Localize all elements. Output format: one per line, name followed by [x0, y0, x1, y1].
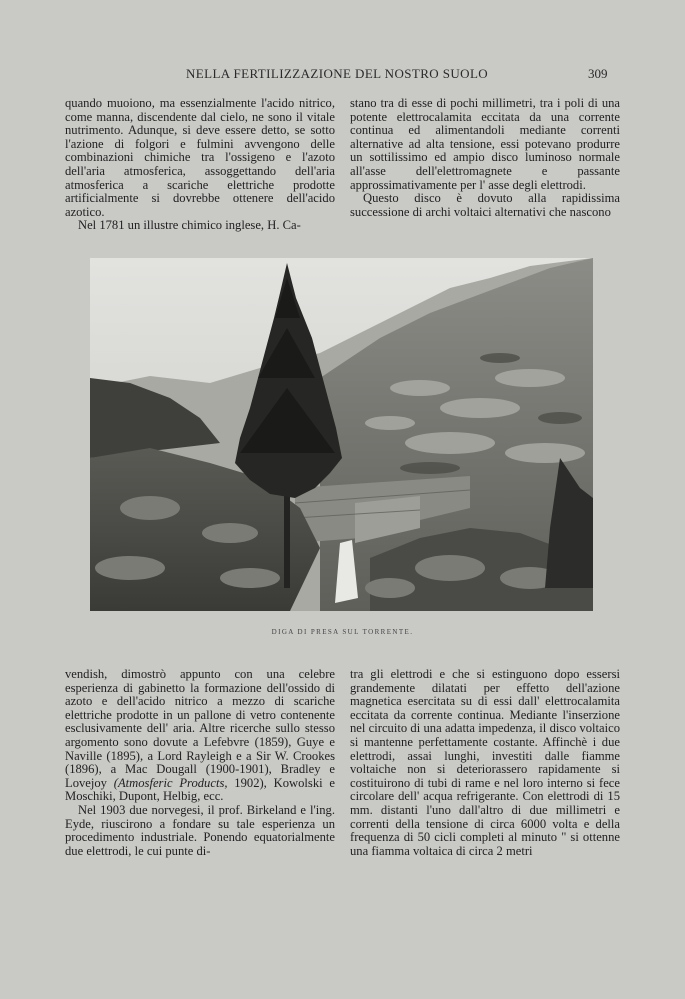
paragraph: tra gli elettrodi e che si estinguono dopo essersi grandemente dilatati per effetto dell'azione magnetica esercitata su di essi dall' elettrocalamita eccitata da corrente continua. Mediante l'inserzione nel circuito di una adatta impedenza, il disco voltaico si mantenne perfettamente costante. Affinchè i due elettrodi, assai lunghi, investiti dalle fiamme voltaiche non si deteriorassero rapidamente si costituirono di tubi di rame e nel loro interno si fece circolare dell' acqua refrigerante. Con elettrodi di 15 mm. distanti l'uno dall'altro di due millimetri e correnti della tensione di circa 6000 volta e della frequenza di 50 cicli completi al minuto " si ottenne una fiamma voltaica di circa 2 metri	[350, 667, 620, 858]
paragraph: Nel 1903 due norvegesi, il prof. Birkeland e l'ing. Eyde, riuscirono a fondare su tale esperienza un procedimento industriale. Ponendo equatorialmente due elettrodi, le cui punte di-	[65, 802, 335, 858]
top-right-column	[350, 97, 620, 219]
paragraph: quando muoiono, ma essenzialmente l'acido nitrico, come manna, discendente dal cielo, ne sono il vitale nutrimento. Adunque, si deve essere detto, se sotto l'azione di folgori e fulmini avvengono delle combinazioni chimiche tra l'ossigeno e l'azoto dell'aria atmosferica, assoggettando dell'aria atmosferica a scariche elettriche prodotte artificialmente si dovrebbe ottenere dell'acido azotico.	[65, 96, 335, 219]
header-title: NELLA FERTILIZZAZIONE DEL NOSTRO SUOLO	[186, 66, 489, 81]
page-number: 309	[588, 66, 608, 81]
text-run: vendish, dimostrò appunto con una celebre esperienza di gabinetto la formazione dell'ossido di azoto e dell'acido nitrico a mezzo di scariche elettriche prodotte in un pallone di vetro contenente esclusivamente dell' aria. Altre ricerche sullo stesso argomento sono dovute a Lefebvre (1859), Guye e Naville (1895), a Lord Rayleigh e a Sir W. Crookes (1896), a Mac Dougall (1900-1901), Bradley e Lovejoy	[65, 667, 335, 790]
paragraph: Nel 1781 un illustre chimico inglese, H. Ca-	[78, 218, 301, 233]
italic-title: (Atmosferic Products,	[113, 775, 228, 790]
figure-caption: DIGA DI PRESA SUL TORRENTE.	[271, 628, 414, 636]
bottom-right-column	[350, 668, 620, 858]
paragraph: Questo disco è dovuto alla rapidissima successione di archi voltaici alternativi che nascono	[350, 191, 620, 219]
top-left-column	[65, 97, 335, 233]
photo-illustration	[90, 258, 593, 611]
paragraph: stano tra di esse di pochi millimetri, tra i poli di una potente elettrocalamita eccitata da una corrente continua ed alimentandoli mediante correnti alternative ad alta tensione, essi potevano produrre un sottilissimo ed ampio disco luminoso normale all'asse dell'elettromagnete e passante approssimativamente per l' asse degli elettrodi.	[350, 96, 620, 192]
dam-photograph	[90, 258, 593, 611]
text-run: 1902), Kowolski e Moschiki, Dupont, Helbig, ecc.	[65, 775, 336, 804]
running-header	[0, 66, 685, 84]
paragraph	[65, 668, 335, 804]
bottom-left-column	[65, 668, 335, 858]
